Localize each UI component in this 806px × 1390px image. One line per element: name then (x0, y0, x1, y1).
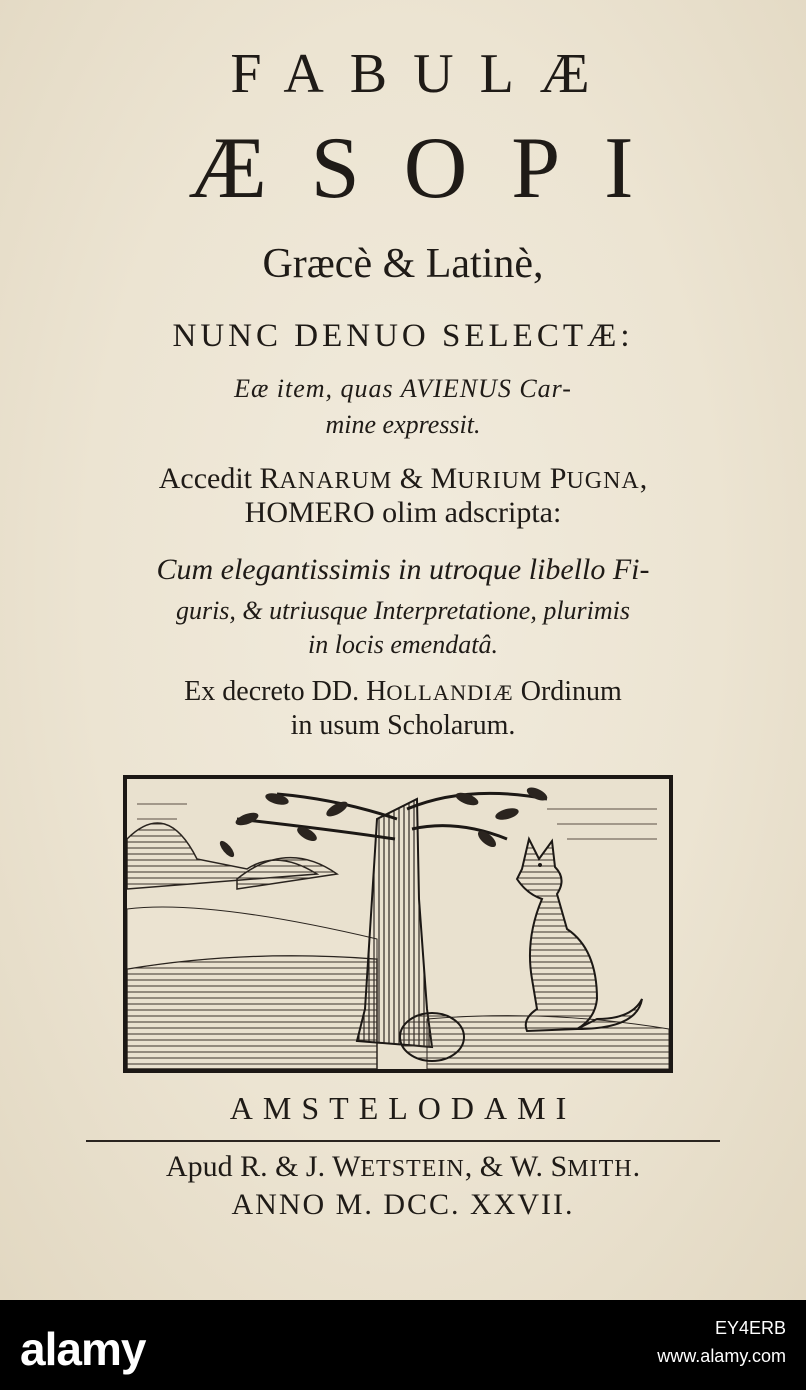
text-part: OLLANDIÆ (386, 680, 514, 705)
alamy-logo: alamy (20, 1323, 146, 1375)
imprint-city: AMSTELODAMI (229, 1090, 577, 1126)
text-part: MITH (567, 1156, 633, 1182)
text-part: Apud R. & J. W (165, 1150, 361, 1183)
woodcut-fox-illustration (123, 775, 673, 1073)
text-emendata-line: in locis emendatâ. (308, 630, 498, 659)
divider-rule (86, 1140, 720, 1142)
text-ex-decreto-line (0, 676, 806, 708)
text-expressit-line: mine expressit. (325, 410, 481, 439)
title-line-fabulae: FABULÆ (230, 43, 616, 105)
fox-tree-woodcut-image (127, 779, 669, 1069)
text-part: Ex decreto DD. H (184, 676, 387, 707)
text-scholarum-line: in usum Scholarum. (290, 710, 516, 741)
imprint-year: ANNO M. DCC. XXVII. (231, 1188, 575, 1221)
text-part: Accedit R (158, 462, 280, 495)
text-guris-line: guris, & utriusque Interpretatione, plurimis (175, 596, 631, 625)
subtitle-selectae: NUNC DENUO SELECTÆ: (172, 318, 634, 354)
watermark-footer-bar (0, 1300, 806, 1390)
text-part: . (632, 1150, 641, 1183)
subtitle-graece-latine: Græcè & Latinè, (262, 241, 544, 287)
text-part: P (542, 462, 567, 495)
text-part: , & W. S (464, 1150, 568, 1183)
text-part: Ordinum (513, 676, 622, 707)
text-part: , (639, 462, 648, 495)
title-line-aesopi: ÆSOPI (188, 120, 678, 217)
text-part: UGNA (566, 468, 640, 494)
text-cum-elegantissimis-line: Cum elegantissimis in utroque libello Fi- (156, 553, 650, 586)
text-part: ANARUM (279, 468, 393, 494)
text-homero-line: HOMERO olim adscripta: (244, 496, 562, 529)
imprint-publishers (0, 1150, 806, 1184)
text-part: & M (392, 462, 458, 495)
text-avienus-line: Eæ item, quas AVIENUS Car- (234, 374, 572, 403)
site-url-label: www.alamy.com (657, 1346, 786, 1366)
text-part: ETSTEIN (360, 1156, 465, 1182)
text-accedit-line (0, 462, 806, 496)
image-id-label: EY4ERB (714, 1318, 786, 1338)
text-part: URIUM (457, 468, 543, 494)
